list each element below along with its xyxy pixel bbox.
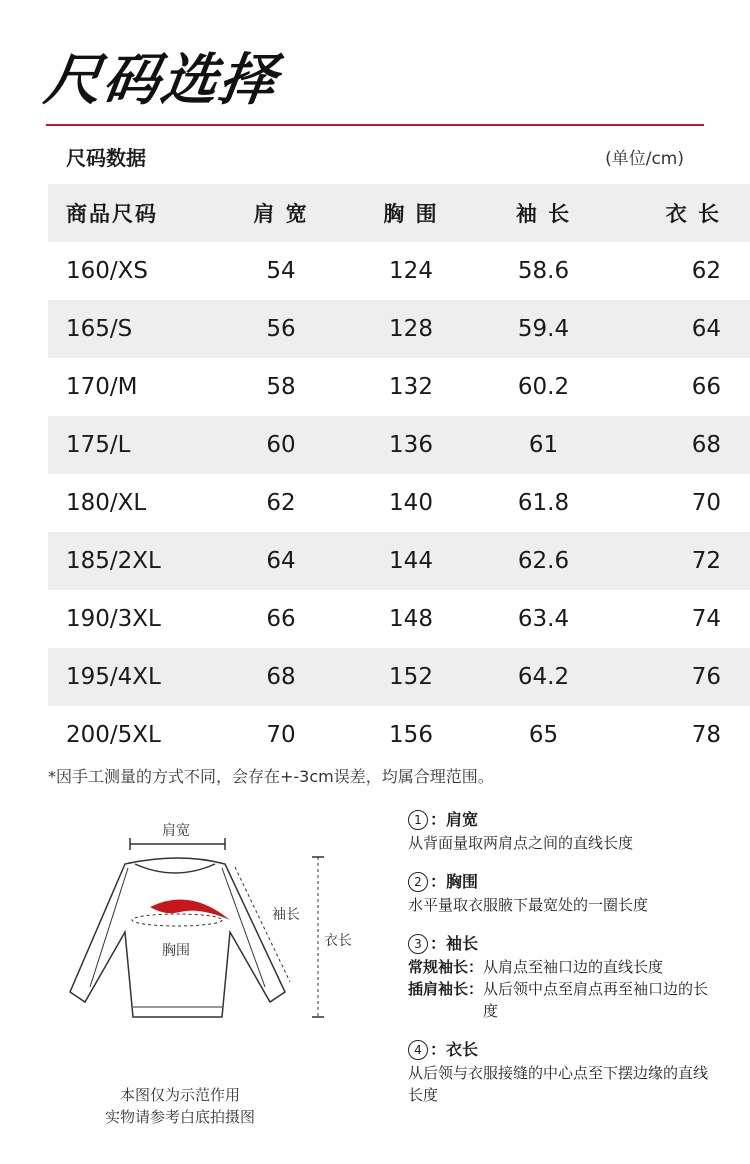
diagram-label-length: 衣长	[324, 933, 352, 949]
raglan-sleeve-text: 从后领中点至肩点再至袖口边的长度	[483, 980, 709, 1020]
table-row	[48, 706, 750, 764]
section-title: 尺码数据	[66, 146, 146, 170]
cell-size: 170/M	[66, 374, 138, 400]
cell-shoulder: 62	[266, 490, 296, 516]
table-body	[48, 242, 750, 764]
diagram-label-chest: 胸围	[162, 943, 190, 959]
column-header-length: 衣 长	[665, 202, 721, 226]
table-row	[48, 242, 750, 300]
definition-chest	[408, 870, 718, 916]
cell-size: 175/L	[66, 432, 131, 458]
cell-sleeve: 59.4	[517, 316, 570, 342]
cell-chest: 128	[389, 316, 433, 342]
caption-line-1: 本图仅为示范作用	[119, 1086, 240, 1104]
table-row	[48, 474, 750, 532]
cell-size: 195/4XL	[66, 664, 161, 690]
unit-label: (单位/cm)	[605, 149, 684, 169]
column-header-sleeve: 袖 长	[515, 202, 572, 226]
cell-sleeve: 63.4	[517, 606, 570, 632]
regular-sleeve-label: 常规袖长：	[408, 958, 484, 976]
cell-sleeve: 64.2	[517, 664, 570, 690]
cell-chest: 156	[389, 722, 433, 748]
caption-line-2: 实物请参考白底拍摄图	[104, 1108, 255, 1126]
cell-length: 64	[691, 316, 721, 342]
cell-shoulder: 68	[266, 664, 296, 690]
table-row	[48, 416, 750, 474]
definition-text: 从后领与衣服接缝的中心点至下摆边缘的直线长度	[408, 1064, 709, 1104]
measurement-note: *因手工测量的方式不同，会存在+-3cm误差，均属合理范围。	[48, 767, 494, 786]
regular-sleeve-text: 从肩点至袖口边的直线长度	[483, 958, 664, 976]
definition-title: ：肩宽	[430, 810, 479, 829]
cell-size: 160/XS	[66, 258, 149, 284]
definition-length	[408, 1038, 718, 1106]
cell-shoulder: 66	[266, 606, 296, 632]
cell-shoulder: 58	[266, 374, 296, 400]
cell-length: 78	[691, 722, 721, 748]
cell-sleeve: 61	[528, 432, 559, 458]
definition-shoulder	[408, 808, 718, 854]
cell-size: 180/XL	[66, 490, 147, 516]
column-header-shoulder: 肩 宽	[253, 202, 309, 226]
size-table	[48, 184, 750, 764]
cell-length: 76	[691, 664, 721, 690]
column-header-chest: 胸 围	[383, 202, 439, 226]
cell-size: 200/5XL	[66, 722, 161, 748]
definition-text: 水平量取衣服腋下最宽处的一圈长度	[408, 896, 649, 914]
raglan-sleeve-label: 插肩袖长：	[408, 980, 484, 998]
cell-size: 190/3XL	[66, 606, 161, 632]
definition-title: ：袖长	[430, 934, 479, 953]
cell-sleeve: 60.2	[517, 374, 570, 400]
cell-length: 70	[691, 490, 721, 516]
cell-chest: 124	[389, 258, 433, 284]
table-row	[48, 532, 750, 590]
table-row	[48, 648, 750, 706]
cell-shoulder: 54	[266, 258, 296, 284]
cell-length: 72	[691, 548, 721, 574]
definition-title: ：衣长	[430, 1040, 479, 1059]
cell-shoulder: 64	[266, 548, 296, 574]
cell-size: 185/2XL	[66, 548, 161, 574]
cell-length: 68	[691, 432, 721, 458]
cell-size: 165/S	[66, 316, 133, 342]
measurement-definitions	[408, 808, 718, 1122]
column-header-size: 商品尺码	[66, 202, 158, 226]
cell-chest: 144	[389, 548, 433, 574]
definition-text: 从背面量取两肩点之间的直线长度	[408, 834, 634, 852]
cell-length: 66	[691, 374, 721, 400]
diagram-caption	[60, 1084, 300, 1128]
cell-sleeve: 62.6	[517, 548, 570, 574]
table-row	[48, 300, 750, 358]
cell-chest: 136	[389, 432, 433, 458]
cell-sleeve: 65	[528, 722, 559, 748]
number-badge: 3	[408, 934, 428, 954]
definition-title: ：胸围	[430, 872, 479, 891]
number-badge: 2	[408, 872, 428, 892]
definition-sleeve	[408, 932, 718, 1022]
diagram-label-sleeve: 袖长	[272, 907, 300, 923]
cell-chest: 148	[389, 606, 433, 632]
cell-chest: 140	[389, 490, 433, 516]
table-header-row	[48, 184, 750, 242]
cell-chest: 132	[389, 374, 433, 400]
table-row	[48, 358, 750, 416]
number-badge: 4	[408, 1040, 428, 1060]
cell-shoulder: 60	[266, 432, 296, 458]
cell-chest: 152	[389, 664, 433, 690]
title-divider	[46, 124, 704, 126]
garment-diagram	[40, 812, 380, 1062]
table-row	[48, 590, 750, 648]
page-title: 尺码选择	[40, 48, 282, 113]
cell-length: 74	[691, 606, 721, 632]
cell-sleeve: 58.6	[517, 258, 570, 284]
cell-sleeve: 61.8	[517, 490, 570, 516]
number-badge: 1	[408, 810, 428, 830]
cell-length: 62	[691, 258, 721, 284]
cell-shoulder: 70	[266, 722, 296, 748]
diagram-label-shoulder: 肩宽	[162, 823, 190, 839]
cell-shoulder: 56	[266, 316, 296, 342]
